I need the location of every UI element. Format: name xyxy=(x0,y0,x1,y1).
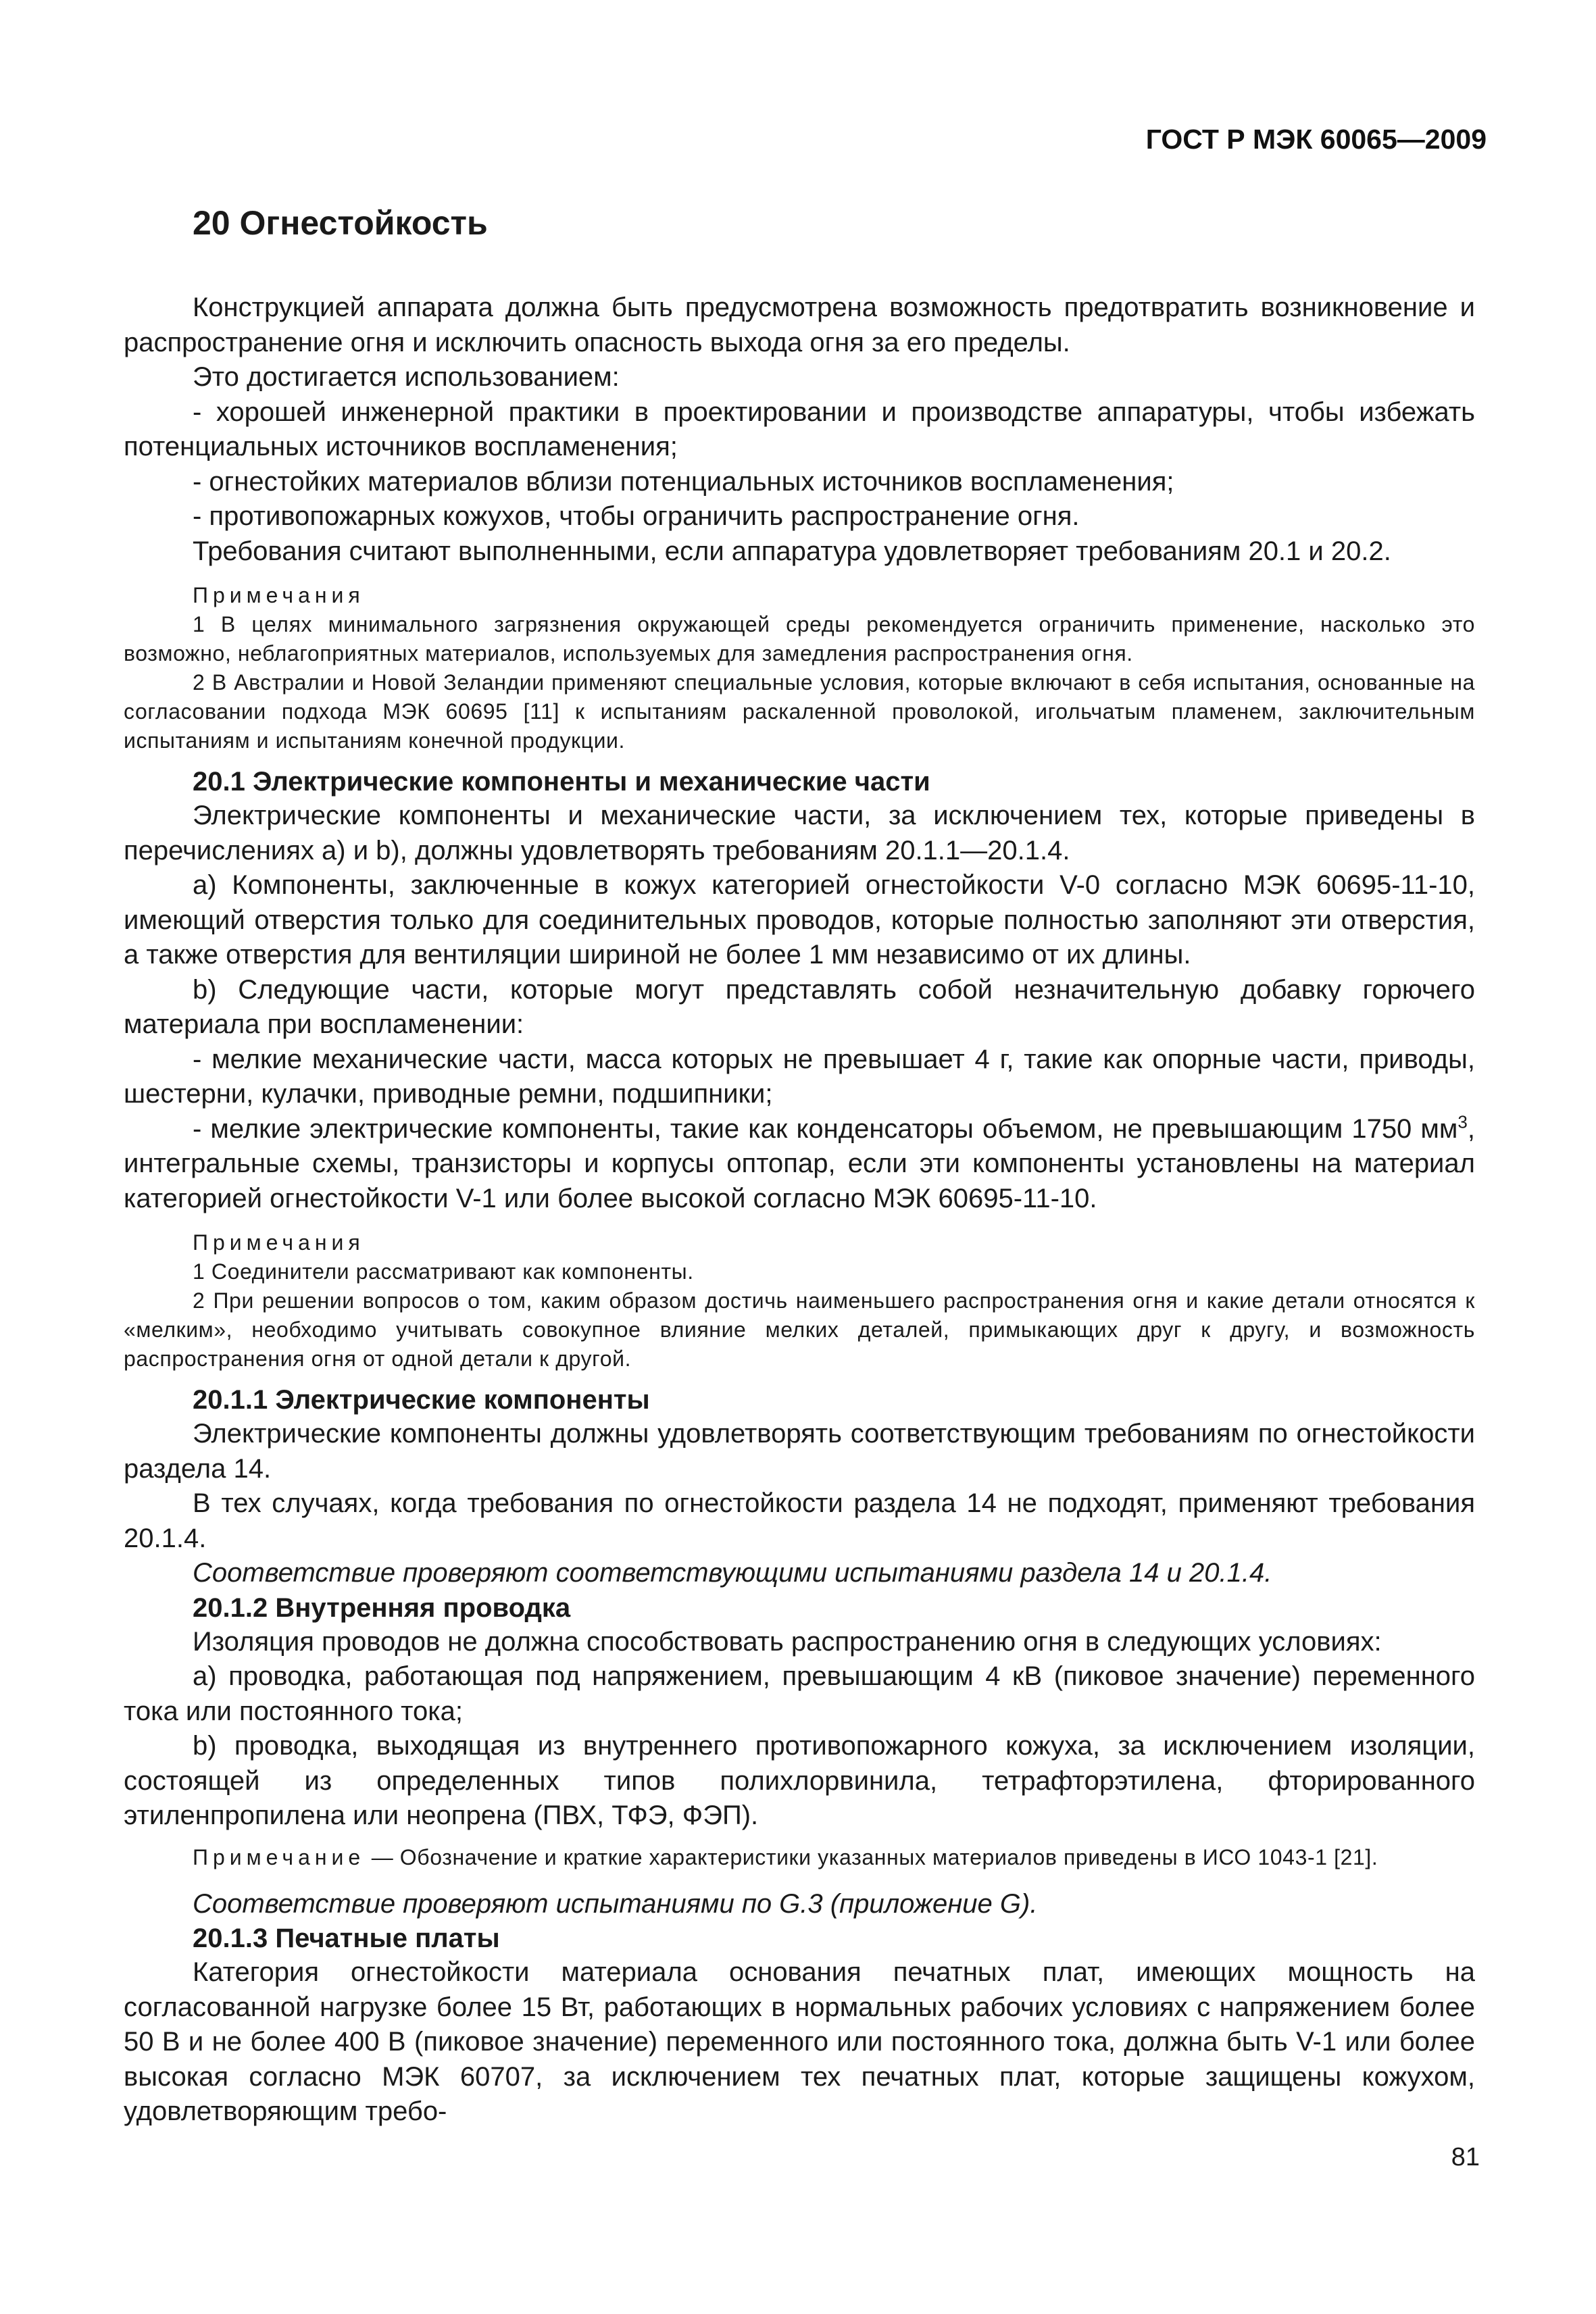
paragraph: b) Следующие части, которые могут представлять собой незначительную добавку горючего материала при воспламенении: xyxy=(124,974,1475,1039)
paragraph: Категория огнестойкости материала основания печатных плат, имеющих мощность на согласованной нагрузке более 15 Вт, работающих в нормальных рабочих условиях с напряжением более 50 В и не более 400 В (пиковое значение) переменного или постоянного тока, должна быть V-1 или более высокая согласно МЭК 60707, за исключением тех печатных плат, которые защищены кожухом, удовлетворяющим требо- xyxy=(124,1957,1475,2126)
list-item: - противопожарных кожухов, чтобы ограничить распространение огня. xyxy=(193,501,1080,531)
page-number: 81 xyxy=(1451,2143,1480,2171)
paragraph: Требования считают выполненными, если аппаратура удовлетворяет требованиям 20.1 и 20.2. xyxy=(193,536,1391,566)
list-item: - мелкие механические части, масса которых не превышает 4 г, такие как опорные части, приводы, шестерни, кулачки, приводные ремни, подшипники; xyxy=(124,1044,1475,1109)
list-item xyxy=(124,1112,1475,1217)
compliance-statement: Соответствие проверяют соответствующими испытаниями раздела 14 и 20.1.4. xyxy=(193,1558,1272,1588)
paragraph: a) Компоненты, заключенные в кожух категорией огнестойкости V-0 согласно МЭК 60695-11-10, имеющий отверстия только для соединительных проводов, которые полностью заполняют эти отверстия, а также отверстия для вентиляции шириной не более 1 мм независимо от их длины. xyxy=(124,870,1475,970)
text-run: , интегральные схемы, транзисторы и корпусы оптопар, если эти компоненты установлены на материал категорией огнестойкости V-1 или более высокой согласно МЭК 60695-11-10. xyxy=(124,1113,1475,1213)
paragraph: Изоляция проводов не должна способствовать распространению огня в следующих условиях: xyxy=(193,1626,1382,1657)
page-content xyxy=(124,203,1475,2130)
document-id: ГОСТ Р МЭК 60065—2009 xyxy=(1145,124,1487,155)
note-item: 2 В Австралии и Новой Зеландии применяют специальные условия, которые включают в себя испытания, основанные на согласовании подхода МЭК 60695 [11] к испытаниям раскаленной проволокой, игольчатым пламенем, заключительным испытаниям и испытаниям конечной продукции. xyxy=(124,670,1475,753)
note-item: 1 В целях минимального загрязнения окружающей среды рекомендуется ограничить применение, насколько это возможно, неблагоприятных материалов, используемых для замедления распространения огня. xyxy=(124,612,1475,665)
superscript: 3 xyxy=(1457,1111,1468,1132)
note-item xyxy=(124,1843,1475,1872)
paragraph: Электрические компоненты должны удовлетворять соответствующим требованиям по огнестойкости раздела 14. xyxy=(124,1419,1475,1484)
paragraph: Это достигается использованием: xyxy=(193,362,620,392)
compliance-statement: Соответствие проверяют испытаниями по G.3 (приложение G). xyxy=(193,1888,1038,1919)
notes-label: Примечания xyxy=(193,1230,365,1255)
list-item: - хорошей инженерной практики в проектировании и производстве аппаратуры, чтобы избежать потенциальных источников воспламенения; xyxy=(124,397,1475,461)
paragraph: Электрические компоненты и механические части, за исключением тех, которые приведены в перечислениях a) и b), должны удовлетворять требованиям 20.1.1—20.1.4. xyxy=(124,801,1475,865)
list-item: a) проводка, работающая под напряжением, превышающим 4 кВ (пиковое значение) переменного тока или постоянного тока; xyxy=(124,1661,1475,1726)
subsection-heading: 20.1.2 Внутренняя проводка xyxy=(193,1592,571,1623)
section-title: 20 Огнестойкость xyxy=(193,204,488,242)
subsection-heading: 20.1 Электрические компоненты и механические части xyxy=(193,767,930,797)
list-item: - огнестойких материалов вблизи потенциальных источников воспламенения; xyxy=(193,466,1174,497)
notes-label: Примечания xyxy=(193,583,365,607)
paragraph: Конструкцией аппарата должна быть предусмотрена возможность предотвратить возникновение и распространение огня и исключить опасность выхода огня за его пределы. xyxy=(124,293,1475,357)
subsection-heading: 20.1.1 Электрические компоненты xyxy=(193,1385,650,1415)
note-item: 2 При решении вопросов о том, каким образом достичь наименьшего распространения огня и какие детали относятся к «мелким», необходимо учитывать совокупное влияние мелких деталей, примыкающих друг к другу, и возможность распространения огня от одной детали к другой. xyxy=(124,1288,1475,1371)
note-label: Примечание xyxy=(193,1844,366,1869)
list-item: b) проводка, выходящая из внутреннего противопожарного кожуха, за исключением изоляции, состоящей из определенных типов полихлорвинила, тетрафторэтилена, фторированного этиленпропилена или неопрена (ПВХ, ТФЭ, ФЭП). xyxy=(124,1731,1475,1830)
note-item: 1 Соединители рассматривают как компоненты. xyxy=(193,1259,694,1284)
text-run: - мелкие электрические компоненты, такие как конденсаторы объемом, не превышающим 1750 мм xyxy=(193,1113,1458,1144)
paragraph: В тех случаях, когда требования по огнестойкости раздела 14 не подходят, применяют требования 20.1.4. xyxy=(124,1488,1475,1553)
subsection-heading: 20.1.3 Печатные платы xyxy=(193,1923,500,1953)
note-text: — Обозначение и краткие характеристики указанных материалов приведены в ИСО 1043-1 [21]. xyxy=(365,1844,1378,1869)
